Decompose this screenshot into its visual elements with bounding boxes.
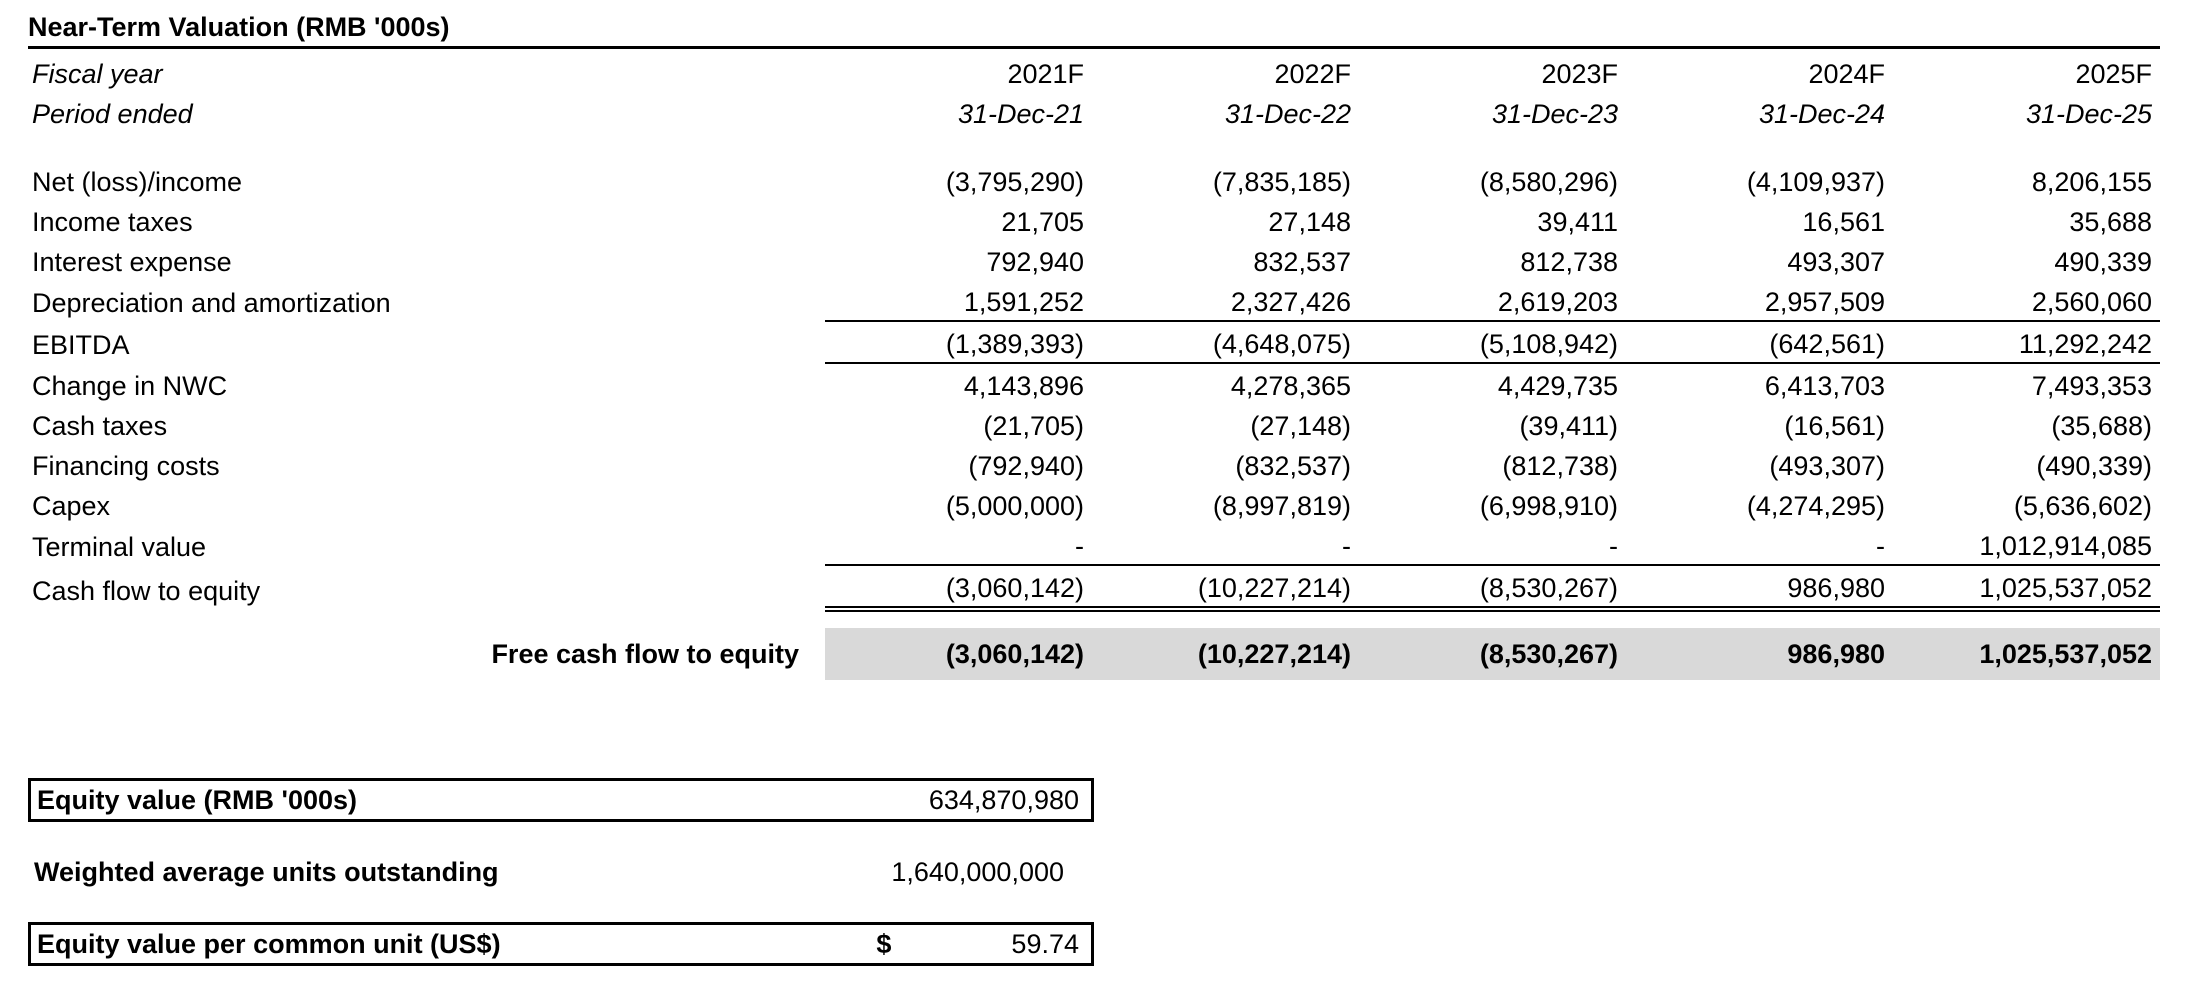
row-label-financing-costs: Financing costs: [32, 451, 220, 481]
row-label-income-taxes: Income taxes: [32, 207, 193, 237]
fiscal-year-2025: 2025F: [2075, 59, 2152, 89]
row-label-net-loss-income: Net (loss)/income: [32, 167, 243, 197]
cell-free-cash-flow-2023: (8,530,267): [1359, 628, 1626, 680]
spacer-cell: [825, 609, 1092, 628]
cell-interest-expense-2023: 812,738: [1520, 247, 1618, 277]
period-ended-2022: 31-Dec-22: [1224, 99, 1351, 129]
cell-depreciation-2022: 2,327,426: [1230, 287, 1351, 317]
cell-change-in-nwc-2023: 4,429,735: [1497, 371, 1618, 401]
period-ended-2024: 31-Dec-24: [1758, 99, 1885, 129]
cell-capex-2025: (5,636,602): [2013, 491, 2152, 521]
cell-interest-expense-2024: 493,307: [1787, 247, 1885, 277]
equity-value-box: [28, 778, 1094, 822]
spacer-cell: [1893, 609, 2160, 628]
period-ended-2021: 31-Dec-21: [957, 99, 1084, 129]
cell-interest-expense-2025: 490,339: [2054, 247, 2152, 277]
cell-ebitda-2021: (1,389,393): [825, 321, 1092, 363]
spacer-cell: [1092, 132, 1359, 160]
cell-income-taxes-2021: 21,705: [1001, 207, 1084, 237]
table-row: [28, 160, 2160, 200]
cell-financing-costs-2022: (832,537): [1235, 451, 1351, 481]
row-label-cash-flow-to-equity: Cash flow to equity: [32, 576, 261, 606]
row-label-terminal-value: Terminal value: [32, 532, 207, 562]
cell-ebitda-2024: (642,561): [1626, 321, 1893, 363]
cell-capex-2024: (4,274,295): [1746, 491, 1885, 521]
table-row-cash-flow-to-equity: [28, 565, 2160, 609]
cell-free-cash-flow-2024: 986,980: [1626, 628, 1893, 680]
cell-terminal-value-2022: -: [1342, 531, 1351, 561]
cell-change-in-nwc-2021: 4,143,896: [963, 371, 1084, 401]
cell-cash-taxes-2024: (16,561): [1784, 411, 1885, 441]
table-row: [28, 200, 2160, 240]
cell-financing-costs-2023: (812,738): [1502, 451, 1618, 481]
cell-cash-flow-to-equity-2022: (10,227,214): [1092, 565, 1359, 609]
cell-depreciation-2024: 2,957,509: [1764, 287, 1885, 317]
spacer-cell: [1626, 132, 1893, 160]
cell-income-taxes-2022: 27,148: [1268, 207, 1351, 237]
table-row-free-cash-flow-to-equity: [28, 628, 2160, 680]
cell-income-taxes-2025: 35,688: [2069, 207, 2152, 237]
table-row: [28, 240, 2160, 280]
cell-net-loss-income-2025: 8,206,155: [2031, 167, 2152, 197]
cell-depreciation-2023: 2,619,203: [1497, 287, 1618, 317]
row-label-ebitda: EBITDA: [32, 330, 130, 360]
spacer-cell: [1359, 132, 1626, 160]
cell-capex-2022: (8,997,819): [1212, 491, 1351, 521]
weighted-average-units-row: [28, 850, 1094, 894]
spacer-cell: [1626, 609, 1893, 628]
equity-value-per-unit-box: [28, 922, 1094, 966]
cell-depreciation-2025: 2,560,060: [2031, 287, 2152, 317]
cell-capex-2021: (5,000,000): [945, 491, 1084, 521]
fiscal-year-2021: 2021F: [1007, 59, 1084, 89]
weighted-average-units-amount: 1,640,000,000: [891, 856, 1064, 887]
cell-interest-expense-2021: 792,940: [986, 247, 1084, 277]
cell-net-loss-income-2024: (4,109,937): [1746, 167, 1885, 197]
cell-free-cash-flow-2025: 1,025,537,052: [1893, 628, 2160, 680]
cell-net-loss-income-2023: (8,580,296): [1479, 167, 1618, 197]
page-title: Near-Term Valuation (RMB '000s): [28, 10, 2160, 49]
cell-change-in-nwc-2022: 4,278,365: [1230, 371, 1351, 401]
fiscal-year-2024: 2024F: [1808, 59, 1885, 89]
weighted-average-units-label: Weighted average units outstanding: [34, 856, 499, 887]
row-label-interest-expense: Interest expense: [32, 247, 232, 277]
cell-cash-taxes-2023: (39,411): [1519, 411, 1618, 441]
fiscal-year-label: Fiscal year: [32, 59, 163, 89]
table-row: [28, 404, 2160, 444]
cell-cash-flow-to-equity-2023: (8,530,267): [1359, 565, 1626, 609]
row-label-free-cash-flow-to-equity: Free cash flow to equity: [491, 639, 799, 669]
table-row: [28, 444, 2160, 484]
spacer-cell: [825, 132, 1092, 160]
period-ended-2025: 31-Dec-25: [2025, 99, 2152, 129]
fiscal-year-2022: 2022F: [1274, 59, 1351, 89]
spacer-cell: [1092, 609, 1359, 628]
cell-ebitda-2022: (4,648,075): [1092, 321, 1359, 363]
cell-ebitda-2023: (5,108,942): [1359, 321, 1626, 363]
cell-cash-flow-to-equity-2021: (3,060,142): [825, 565, 1092, 609]
row-label-change-in-nwc: Change in NWC: [32, 371, 228, 401]
cell-cash-flow-to-equity-2025: 1,025,537,052: [1893, 565, 2160, 609]
cell-net-loss-income-2022: (7,835,185): [1212, 167, 1351, 197]
pre-fcf-spacer-row: [28, 609, 2160, 628]
fiscal-year-2023: 2023F: [1541, 59, 1618, 89]
cell-cash-flow-to-equity-2024: 986,980: [1626, 565, 1893, 609]
cell-cash-taxes-2025: (35,688): [2051, 411, 2152, 441]
spacer-cell: [28, 609, 825, 628]
cell-terminal-value-2023: -: [1609, 531, 1618, 561]
cell-income-taxes-2024: 16,561: [1802, 207, 1885, 237]
cell-income-taxes-2023: 39,411: [1537, 207, 1618, 237]
cell-net-loss-income-2021: (3,795,290): [945, 167, 1084, 197]
table-header-fiscal-year: [28, 52, 2160, 92]
near-term-valuation-table: [28, 52, 2160, 680]
spacer-cell: [1893, 132, 2160, 160]
table-row: [28, 280, 2160, 321]
currency-symbol: $: [876, 928, 892, 959]
equity-value-per-unit-label: Equity value per common unit (US$): [37, 928, 501, 959]
cell-terminal-value-2025: 1,012,914,085: [1979, 531, 2152, 561]
table-header-period-ended: [28, 92, 2160, 132]
cell-capex-2023: (6,998,910): [1479, 491, 1618, 521]
cell-cash-taxes-2021: (21,705): [983, 411, 1084, 441]
table-row-ebitda: [28, 321, 2160, 363]
row-label-capex: Capex: [32, 491, 111, 521]
cell-depreciation-2021: 1,591,252: [963, 287, 1084, 317]
table-row: [28, 484, 2160, 524]
equity-value-amount: 634,870,980: [928, 784, 1079, 815]
row-label-cash-taxes: Cash taxes: [32, 411, 168, 441]
cell-terminal-value-2021: -: [1075, 531, 1084, 561]
row-label-depreciation-amortization: Depreciation and amortization: [32, 288, 391, 318]
cell-cash-taxes-2022: (27,148): [1250, 411, 1351, 441]
period-ended-2023: 31-Dec-23: [1491, 99, 1618, 129]
equity-value-label: Equity value (RMB '000s): [37, 784, 358, 815]
cell-free-cash-flow-2022: (10,227,214): [1092, 628, 1359, 680]
cell-ebitda-2025: 11,292,242: [1893, 321, 2160, 363]
cell-free-cash-flow-2021: (3,060,142): [825, 628, 1092, 680]
table-row: [28, 524, 2160, 565]
period-ended-label: Period ended: [32, 99, 193, 129]
cell-terminal-value-2024: -: [1876, 531, 1885, 561]
cell-financing-costs-2024: (493,307): [1769, 451, 1885, 481]
spacer-cell: [28, 132, 825, 160]
cell-change-in-nwc-2024: 6,413,703: [1764, 371, 1885, 401]
equity-value-per-unit-amount: 59.74: [1011, 928, 1079, 959]
spacer-cell: [1359, 609, 1626, 628]
cell-financing-costs-2025: (490,339): [2036, 451, 2152, 481]
cell-change-in-nwc-2025: 7,493,353: [2031, 371, 2152, 401]
header-spacer-row: [28, 132, 2160, 160]
cell-financing-costs-2021: (792,940): [968, 451, 1084, 481]
cell-interest-expense-2022: 832,537: [1253, 247, 1351, 277]
table-row: [28, 363, 2160, 404]
